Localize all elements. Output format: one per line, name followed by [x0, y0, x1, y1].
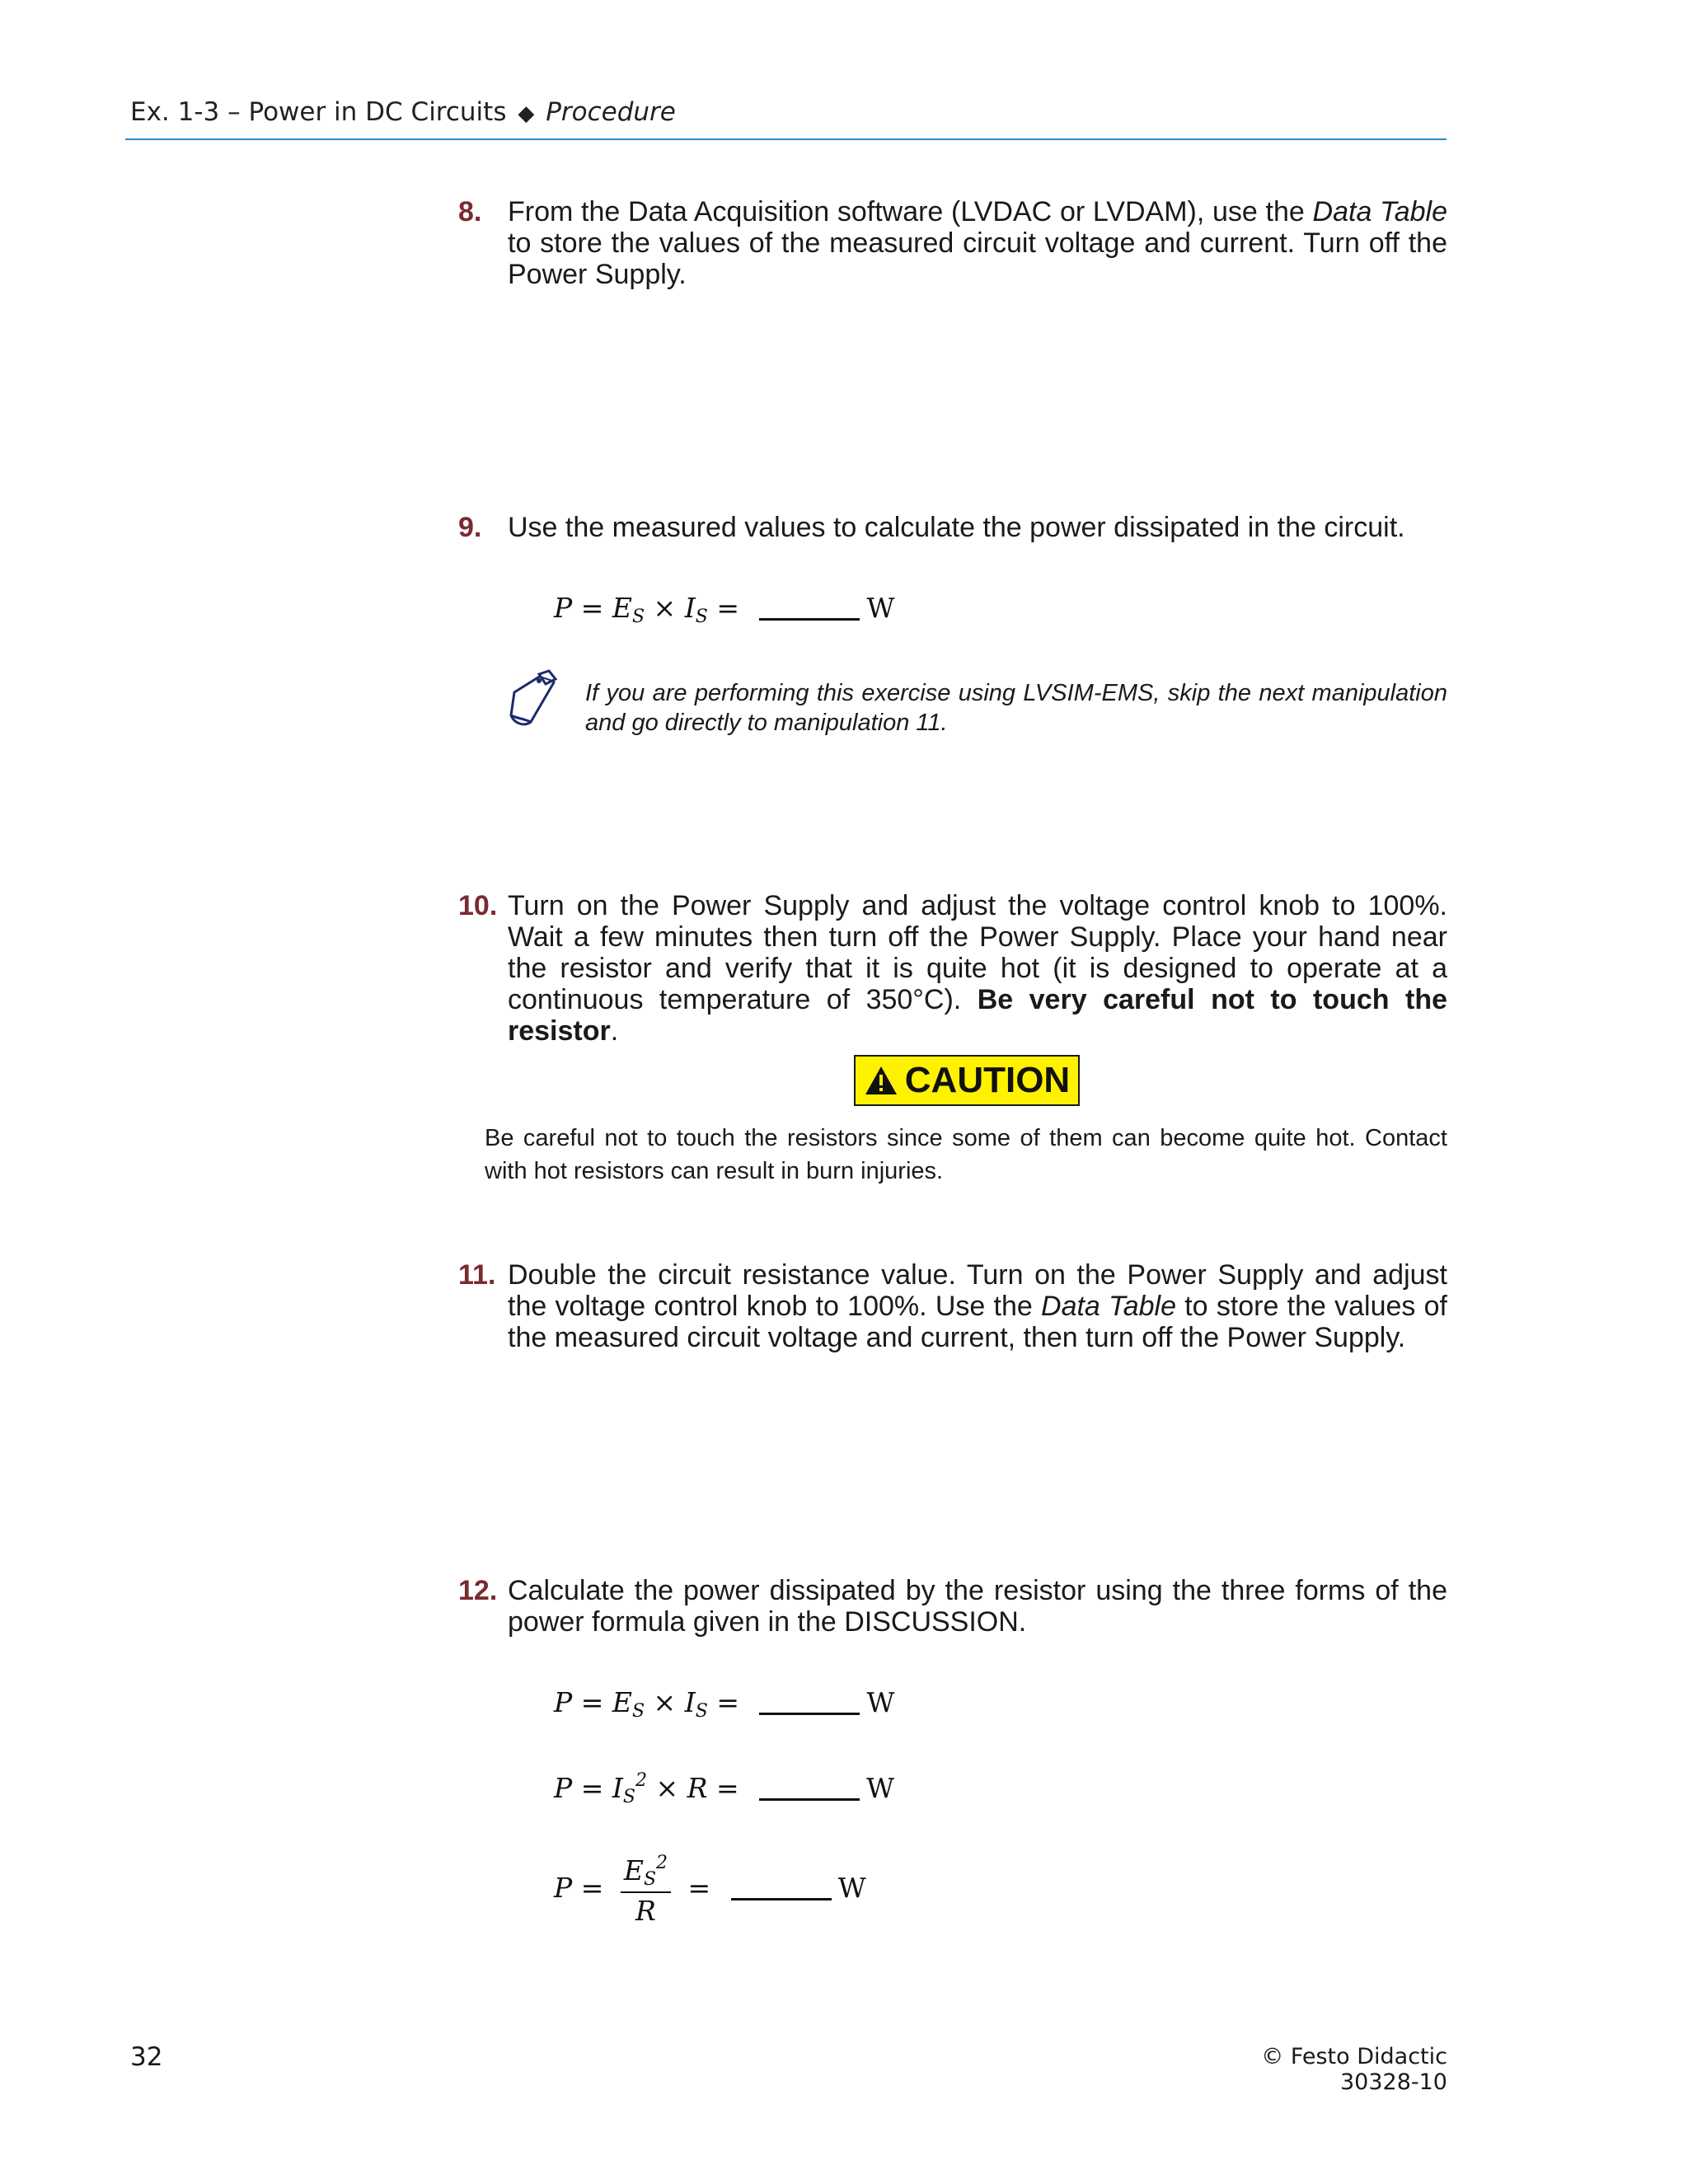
step-9 — [458, 512, 1447, 543]
answer-blank[interactable] — [731, 1873, 832, 1900]
step-number: 12. — [458, 1575, 498, 1606]
page-number: 32 — [130, 2042, 163, 2072]
equation-power-e2r: P = $\frac{E_S^2}{R}$ = W — [554, 1853, 866, 1927]
step-number: 9. — [458, 512, 482, 543]
note-text: If you are performing this exercise using LVSIM-EMS, skip the next manipulation and go directly to manipulation 11. — [585, 680, 1447, 736]
step-text: Calculate the power dissipated by the resistor using the three forms of the power formula given in the DISCUSSION. — [508, 1575, 1447, 1638]
step-number: 10. — [458, 890, 498, 921]
step-number: 11. — [458, 1259, 496, 1291]
emphasis-data-table: Data Table — [1312, 196, 1447, 227]
step-8 — [458, 196, 1447, 290]
step-11 — [458, 1259, 1447, 1353]
step-number: 8. — [458, 196, 482, 227]
answer-blank[interactable] — [759, 593, 860, 621]
header-section: Procedure — [546, 97, 676, 127]
caution-text: Be careful not to touch the resistors since some of them can become quite hot. Contact with hot resistors can result in burn injuries. — [485, 1125, 1447, 1184]
header-exercise: Ex. 1-3 – Power in DC Circuits — [130, 97, 507, 127]
answer-blank[interactable] — [759, 1774, 860, 1801]
equation-power-ei: $P = E_S \times I_S = W$ — [554, 1686, 895, 1722]
step-text: From the Data Acquisition software (LVDAC or LVDAM), use the Data Table to store the values of the measured circuit voltage and current. Turn off the Power Supply. — [508, 196, 1447, 290]
emphasis-data-table: Data Table — [1041, 1291, 1176, 1322]
caution-label — [854, 1055, 1080, 1106]
caution-word: CAUTION — [904, 1060, 1071, 1100]
running-header — [130, 97, 676, 127]
step-12 — [458, 1575, 1447, 1638]
equation-power-ei-step9: $P = E_S \times I_S = W$ — [554, 592, 895, 627]
step-10 — [458, 890, 1447, 1047]
step-text: Turn on the Power Supply and adjust the voltage control knob to 100%. Wait a few minutes then turn off the Power Supply. Place your hand near the resistor and verify that it is quite hot (it is designed to operate at a continuous temperature of 350°C). Be very careful not to touch the resistor. — [508, 890, 1447, 1047]
answer-blank[interactable] — [759, 1688, 860, 1715]
note-pencil-icon — [506, 669, 560, 730]
step-text: Double the circuit resistance value. Turn on the Power Supply and adjust the voltage control knob to 100%. Use the Data Table to store the values of the measured circuit voltage and current, then turn off the Power Supply. — [508, 1259, 1447, 1353]
step-text: Use the measured values to calculate the power dissipated in the circuit. — [508, 512, 1405, 543]
warning-emphasis: Be very careful not to touch the resistor — [508, 984, 1447, 1047]
header-rule — [125, 138, 1447, 140]
fraction: $\frac{E_S^2}{R}$ — [621, 1853, 671, 1927]
warning-triangle-icon — [864, 1065, 898, 1096]
diamond-icon: ◆ — [518, 101, 535, 126]
equation-power-i2r: $P = I_S^2 \times R = W$ — [554, 1770, 895, 1807]
copyright: © Festo Didactic 30328-10 — [1261, 2044, 1447, 2095]
